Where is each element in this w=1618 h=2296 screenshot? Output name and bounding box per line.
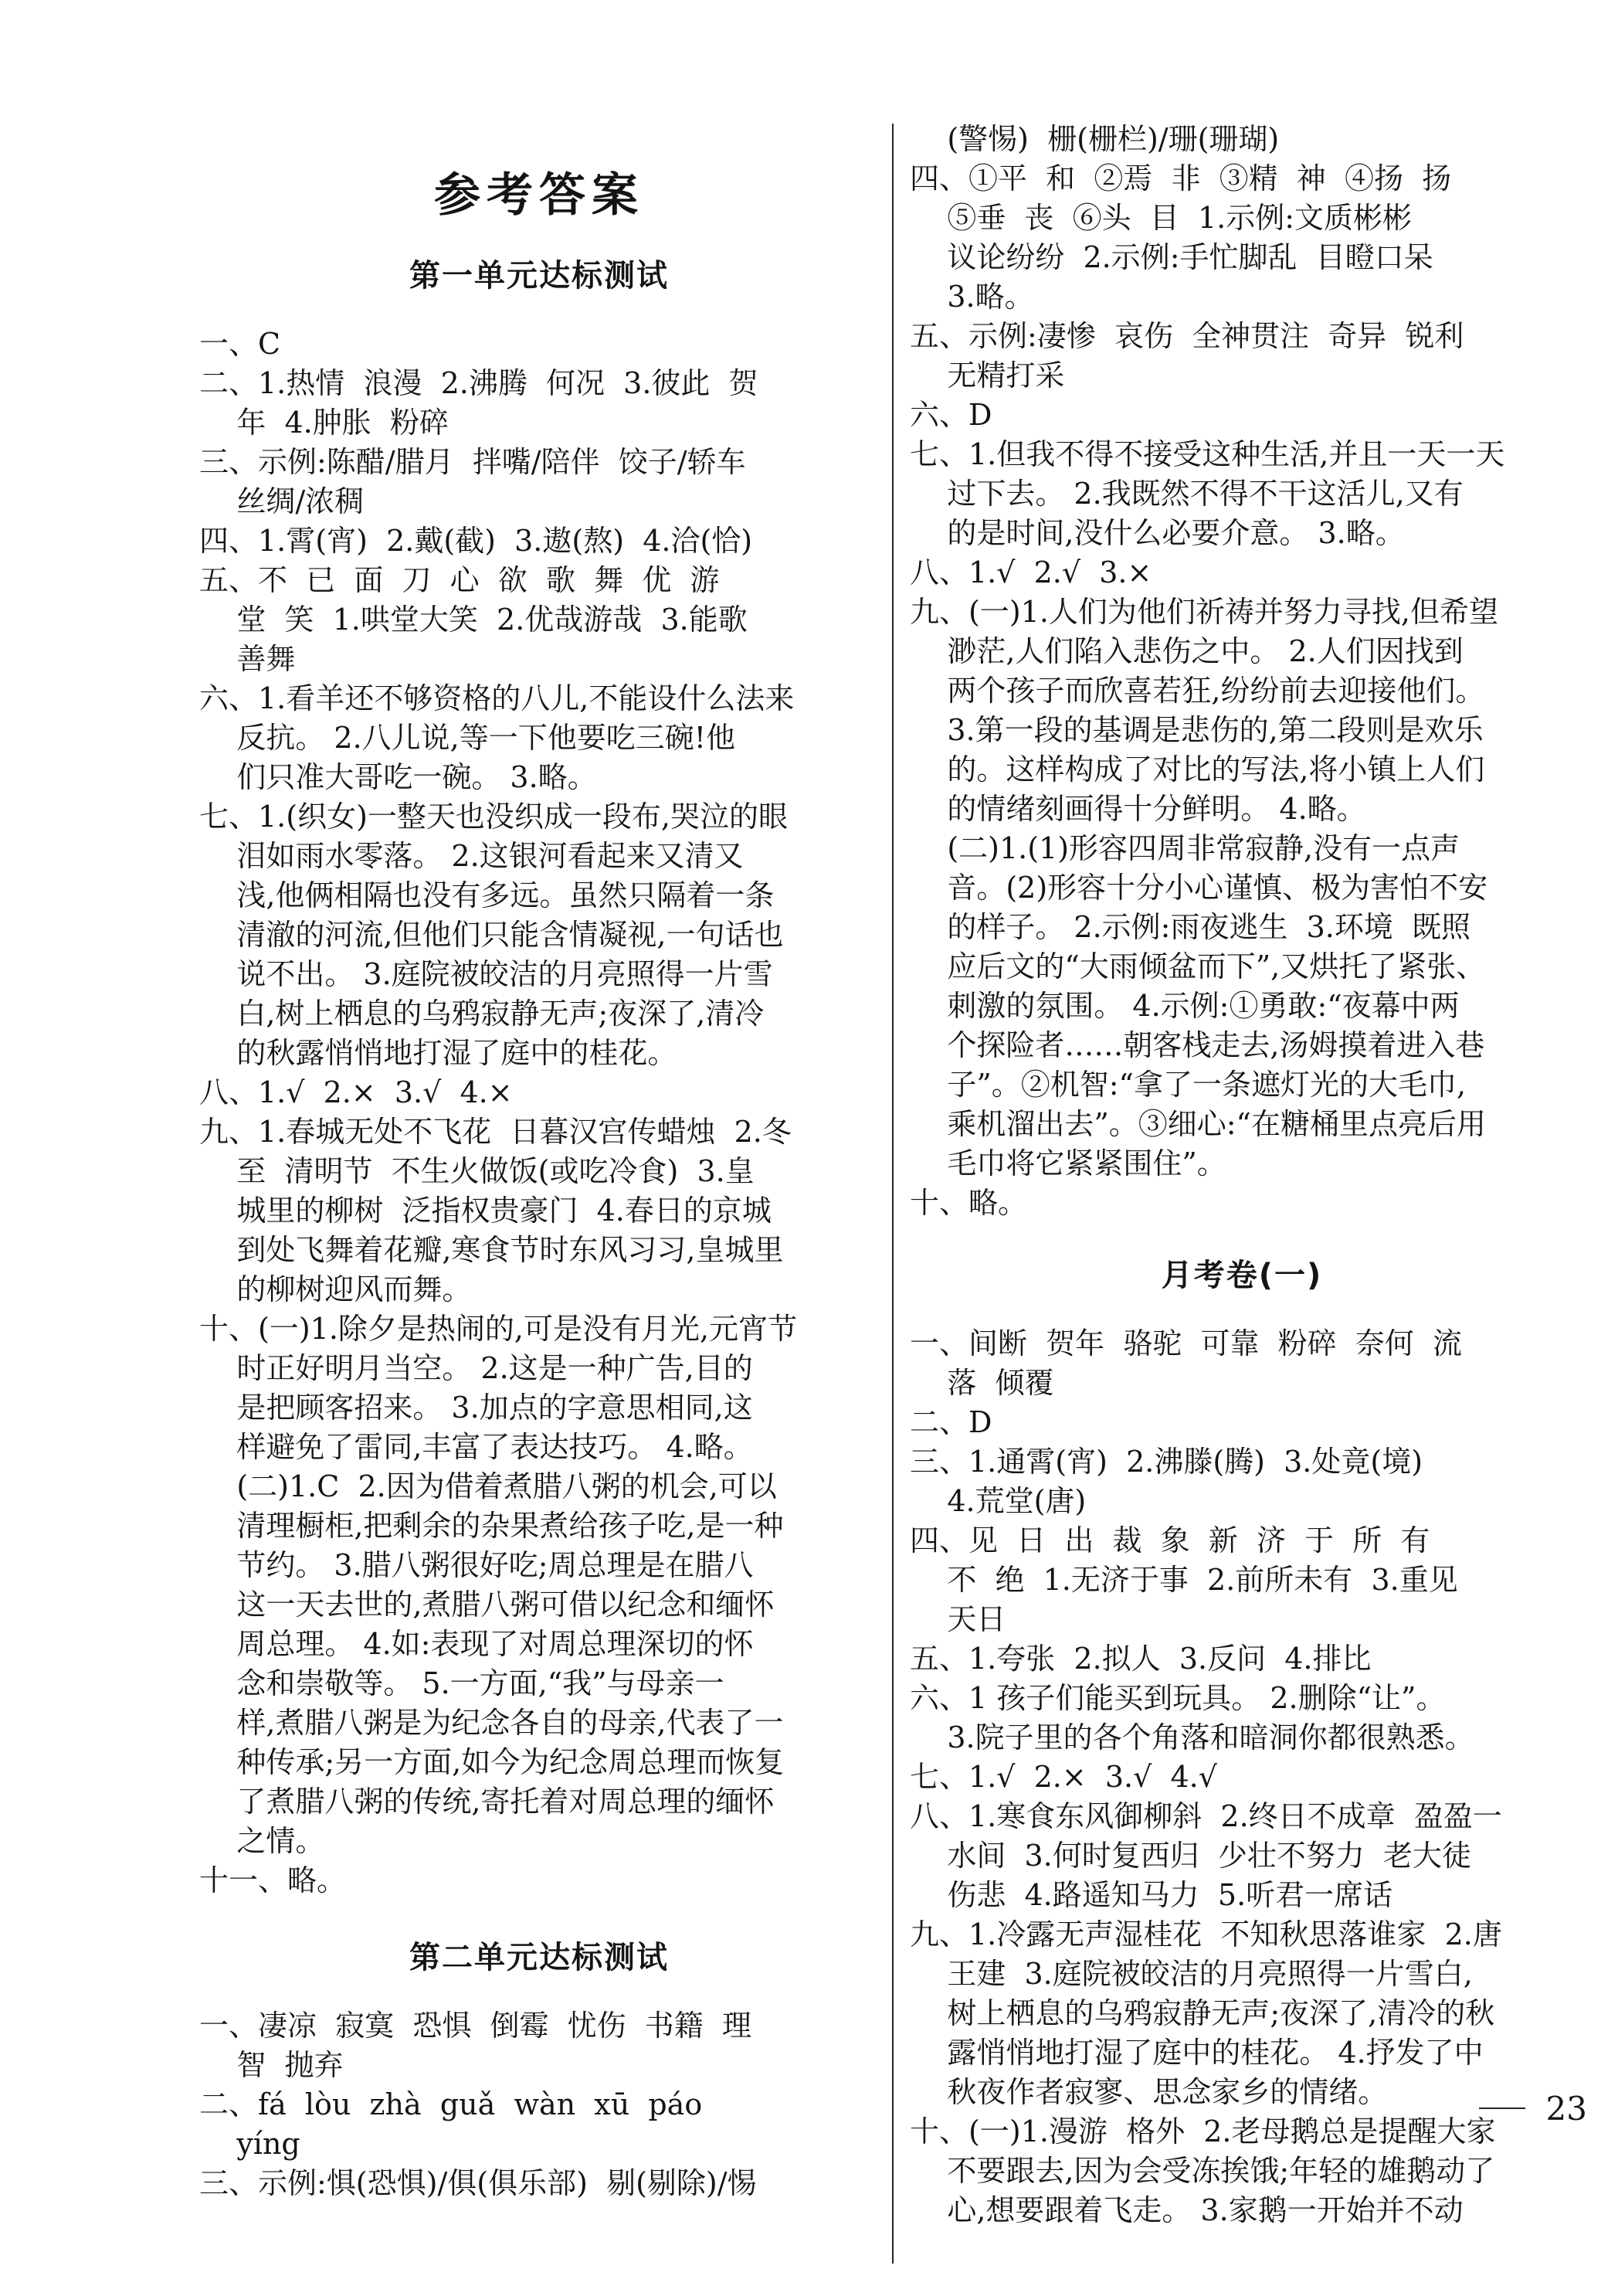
answer-line: 毛巾将它紧紧围住”。 <box>910 1146 1226 1180</box>
answer-line: 五、1.夸张 2.拟人 3.反问 4.排比 <box>910 1642 1372 1676</box>
answer-line: 七、1.√ 2.× 3.√ 4.√ <box>910 1760 1217 1794</box>
answer-line: 九、(一)1.人们为他们祈祷并努力寻找,但希望 <box>910 595 1498 629</box>
answer-line: 十、(一)1.漫游 格外 2.老母鹅总是提醒大家 <box>910 2114 1496 2148</box>
answer-line: 样,煮腊八粥是为纪念各自的母亲,代表了一 <box>199 1706 784 1740</box>
answer-line: 3.略。 <box>910 280 1034 314</box>
answer-line: 清理橱柜,把剩余的杂果煮给孩子吃,是一种 <box>199 1509 784 1543</box>
answer-line: 年 4.肿胀 粉碎 <box>199 406 449 440</box>
answer-line: 的。这样构成了对比的写法,将小镇上人们 <box>910 752 1485 786</box>
answer-line: 露悄悄地打湿了庭中的桂花。 4.抒发了中 <box>910 2036 1484 2070</box>
answer-line: 一、间断 贺年 骆驼 可靠 粉碎 奈何 流 <box>910 1326 1462 1360</box>
answer-line: 七、1.但我不得不接受这种生活,并且一天一天 <box>910 437 1505 471</box>
section-unit2-answers <box>199 2006 879 2203</box>
left-column <box>199 158 879 2203</box>
answer-line: 至 清明节 不生火做饭(或吃冷食) 3.皇 <box>199 1154 755 1188</box>
answer-line: 种传承;另一方面,如今为纪念周总理而恢复 <box>199 1745 785 1779</box>
answer-line: 这一天去世的,煮腊八粥可借以纪念和缅怀 <box>199 1588 775 1622</box>
answer-line: 时正好明月当空。 2.这是一种广告,目的 <box>199 1351 753 1385</box>
answer-line: 九、1.春城无处不飞花 日暮汉宫传蜡烛 2.冬 <box>199 1115 792 1149</box>
answer-line: 七、1.(织女)一整天也没织成一段布,哭泣的眼 <box>199 800 788 834</box>
answer-line: 节约。 3.腊八粥很好吃;周总理是在腊八 <box>199 1548 754 1582</box>
answer-line: 3.院子里的各个角落和暗洞你都很熟悉。 <box>910 1720 1474 1754</box>
answer-line: 四、1.霄(宵) 2.戴(截) 3.遨(熬) 4.洽(恰) <box>199 524 753 558</box>
answer-line: 二、1.热情 浪漫 2.沸腾 何况 3.彼此 贺 <box>199 366 758 400</box>
answer-line: 渺茫,人们陷入悲伤之中。 2.人们因找到 <box>910 634 1464 668</box>
answer-line: 白,树上栖息的乌鸦寂静无声;夜深了,清冷 <box>199 997 765 1031</box>
answer-line: 们只准大哥吃一碗。 3.略。 <box>199 760 597 794</box>
page-number: 23 <box>1545 2090 1587 2128</box>
answer-line: 到处飞舞着花瓣,寒食节时东风习习,皇城里 <box>199 1233 784 1267</box>
answer-line: 的柳树迎风而舞。 <box>199 1272 472 1306</box>
answer-line: 说不出。 3.庭院被皎洁的月亮照得一片雪 <box>199 957 773 991</box>
answer-line: 子”。②机智:“拿了一条遮灯光的大毛巾, <box>910 1068 1467 1102</box>
answer-line: yíng <box>199 2127 300 2161</box>
answer-line: 三、示例:惧(恐惧)/俱(俱乐部) 剔(剔除)/惕 <box>199 2166 757 2200</box>
section-unit2-continued <box>910 120 1574 1223</box>
answer-line: 议论纷纷 2.示例:手忙脚乱 目瞪口呆 <box>910 240 1433 274</box>
section-title-monthly-exam: 月考卷(一) <box>1161 1258 1323 1293</box>
answer-line: 是把顾客招来。 3.加点的字意思相同,这 <box>199 1391 753 1425</box>
answer-line: 音。(2)形容十分小心谨慎、极为害怕不安 <box>910 871 1488 905</box>
answer-line: 善舞 <box>199 642 296 676</box>
answer-line: 智 抛弃 <box>199 2048 344 2082</box>
section-title-unit2: 第二单元达标测试 <box>409 1940 669 1975</box>
section-title-unit1: 第一单元达标测试 <box>409 258 669 294</box>
answer-line: 十一、略。 <box>199 1863 347 1897</box>
answer-line: 六、1 孩子们能买到玩具。 2.删除“让”。 <box>910 1681 1446 1715</box>
answer-line: 过下去。 2.我既然不得不干这活儿,又有 <box>910 477 1464 511</box>
answer-line: ⑤垂 丧 ⑥头 目 1.示例:文质彬彬 <box>910 201 1413 235</box>
page-title: 参考答案 <box>434 168 644 222</box>
answer-line: 刺激的氛围。 4.示例:①勇敢:“夜幕中两 <box>910 989 1460 1023</box>
answer-line: 水间 3.何时复西归 少壮不努力 老大徒 <box>910 1839 1472 1873</box>
answer-line: 三、1.通霄(宵) 2.沸滕(腾) 3.处竟(境) <box>910 1445 1423 1479</box>
column-divider <box>892 124 894 2264</box>
answer-line: 的秋露悄悄地打湿了庭中的桂花。 <box>199 1036 677 1070</box>
answer-line: 伤悲 4.路遥知马力 5.听君一席话 <box>910 1878 1393 1912</box>
answer-line: 两个孩子而欣喜若狂,纷纷前去迎接他们。 <box>910 674 1485 708</box>
answer-line: 丝绸/浓稠 <box>199 484 365 518</box>
answer-line: (二)1.(1)形容四周非常寂静,没有一点声 <box>910 831 1460 865</box>
answer-line: (二)1.C 2.因为借着煮腊八粥的机会,可以 <box>199 1469 777 1503</box>
answer-line: 浅,他俩相隔也没有多远。虽然只隔着一条 <box>199 878 775 912</box>
answer-line: 十、(一)1.除夕是热闹的,可是没有月光,元宵节 <box>199 1312 798 1346</box>
answer-line: 的样子。 2.示例:雨夜逃生 3.环境 既照 <box>910 910 1471 944</box>
answer-line: 念和崇敬等。 5.一方面,“我”与母亲一 <box>199 1666 724 1700</box>
answer-line: 的是时间,没什么必要介意。 3.略。 <box>910 516 1405 550</box>
page-number-dash <box>1479 2107 1525 2109</box>
answer-line: 五、不 已 面 刀 心 欲 歌 舞 优 游 <box>199 563 720 597</box>
answer-line: 四、见 日 出 裁 象 新 济 于 所 有 <box>910 1523 1430 1557</box>
answer-line: 四、①平 和 ②焉 非 ③精 神 ④扬 扬 <box>910 161 1452 195</box>
answer-line: 了煮腊八粥的传统,寄托着对周总理的缅怀 <box>199 1785 775 1819</box>
answer-line: 的情绪刻画得十分鲜明。 4.略。 <box>910 792 1366 826</box>
answer-line: 九、1.冷露无声湿桂花 不知秋思落谁家 2.唐 <box>910 1917 1502 1951</box>
answer-line: 一、凄凉 寂寞 恐惧 倒霉 忧伤 书籍 理 <box>199 2009 751 2043</box>
answer-line: 一、C <box>199 327 281 361</box>
answer-line: 八、1.√ 2.× 3.√ 4.× <box>199 1075 513 1109</box>
answer-line: 落 倾覆 <box>910 1366 1054 1400</box>
answer-line: 城里的柳树 泛指权贵豪门 4.春日的京城 <box>199 1194 772 1228</box>
answer-line: 不要跟去,因为会受冻挨饿;年轻的雄鹅动了 <box>910 2154 1495 2188</box>
answer-line: 二、fá lòu zhà guǎ wàn xū páo <box>199 2087 703 2121</box>
answer-line: 之情。 <box>199 1824 325 1858</box>
answer-line: 秋夜作者寂寥、思念家乡的情绪。 <box>910 2075 1388 2109</box>
answer-line: 六、D <box>910 398 992 432</box>
answer-line: 心,想要跟着飞走。 3.家鹅一开始并不动 <box>910 2193 1464 2227</box>
answer-line: 样避免了雷同,丰富了表达技巧。 4.略。 <box>199 1430 753 1464</box>
answer-line: 泪如雨水零落。 2.这银河看起来又清又 <box>199 839 744 873</box>
answer-line: 清澈的河流,但他们只能含情凝视,一句话也 <box>199 918 784 952</box>
answer-line: 二、D <box>910 1405 992 1439</box>
answer-line: 乘机溜出去”。③细心:“在糖桶里点亮后用 <box>910 1107 1486 1141</box>
section-unit1-answers <box>199 324 879 1900</box>
answer-line: 堂 笑 1.哄堂大笑 2.优哉游哉 3.能歌 <box>199 603 748 637</box>
right-column <box>910 120 1574 2230</box>
answer-line: 个探险者……朝客栈走去,汤姆摸着进入巷 <box>910 1028 1485 1062</box>
answer-line: 五、示例:凄惨 哀伤 全神贯注 奇异 锐利 <box>910 319 1464 353</box>
answer-line: (警惕) 栅(栅栏)/珊(珊瑚) <box>910 122 1280 156</box>
answer-line: 反抗。 2.八儿说,等一下他要吃三碗!他 <box>199 721 736 755</box>
answer-line: 六、1.看羊还不够资格的八儿,不能设什么法来 <box>199 681 795 715</box>
answer-line: 天日 <box>910 1602 1006 1636</box>
answer-line: 周总理。 4.如:表现了对周总理深切的怀 <box>199 1627 754 1661</box>
answer-line: 不 绝 1.无济于事 2.前所未有 3.重见 <box>910 1563 1458 1597</box>
answer-line: 树上栖息的乌鸦寂静无声;夜深了,清冷的秋 <box>910 1996 1495 2030</box>
answer-line: 八、1.寒食东风御柳斜 2.终日不成章 盈盈一 <box>910 1799 1502 1833</box>
answer-line: 十、略。 <box>910 1186 1028 1220</box>
section-monthly-exam-answers <box>910 1324 1574 2230</box>
answer-line: 3.第一段的基调是悲伤的,第二段则是欢乐 <box>910 713 1484 747</box>
answer-line: 应后文的“大雨倾盆而下”,又烘托了紧张、 <box>910 949 1486 983</box>
answer-line: 八、1.√ 2.√ 3.× <box>910 555 1152 589</box>
answer-line: 三、示例:陈醋/腊月 拌嘴/陪伴 饺子/轿车 <box>199 445 746 479</box>
answer-line: 4.荒堂(唐) <box>910 1484 1087 1518</box>
answer-line: 无精打采 <box>910 358 1065 392</box>
answer-line: 王建 3.庭院被皎洁的月亮照得一片雪白, <box>910 1957 1473 1991</box>
